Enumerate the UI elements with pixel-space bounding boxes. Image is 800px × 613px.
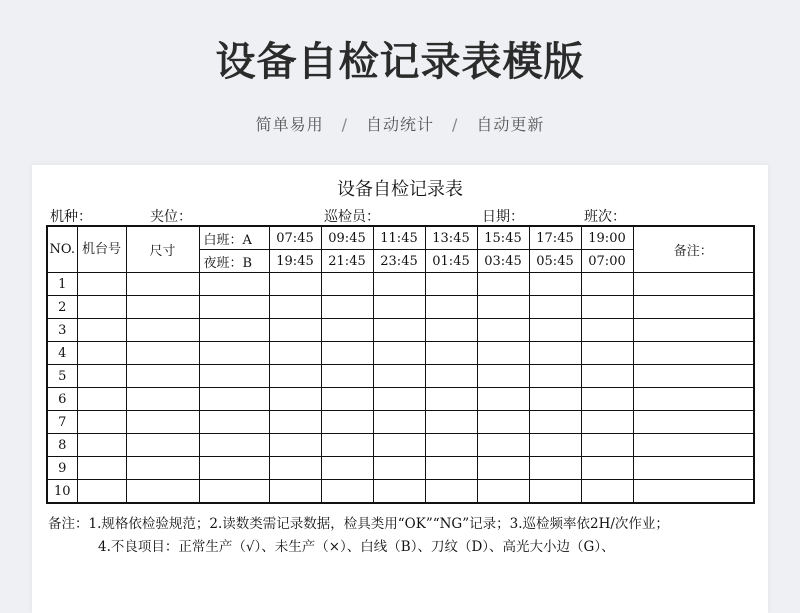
record-cell[interactable] bbox=[425, 365, 477, 388]
record-cell[interactable] bbox=[269, 411, 321, 434]
record-cell[interactable] bbox=[321, 342, 373, 365]
table-row bbox=[47, 319, 754, 342]
day-time: 07:45 bbox=[269, 226, 321, 250]
record-cell[interactable] bbox=[77, 319, 126, 342]
table-row bbox=[47, 457, 754, 480]
record-cell[interactable] bbox=[199, 434, 269, 457]
no-header: NO. bbox=[47, 226, 77, 273]
separator: / bbox=[452, 115, 459, 134]
record-cell[interactable] bbox=[477, 296, 529, 319]
record-cell[interactable] bbox=[477, 319, 529, 342]
record-cell[interactable] bbox=[199, 342, 269, 365]
night-time: 21:45 bbox=[321, 250, 373, 273]
table-row bbox=[47, 388, 754, 411]
notes-line-1: 备注：1.规格依检验规范；2.读数类需记录数据，检具类用“OK”“NG”记录；3.巡检频率依2H/次作业； bbox=[48, 516, 669, 532]
row-number: 1 bbox=[47, 273, 77, 296]
table-row bbox=[47, 411, 754, 434]
record-cell[interactable] bbox=[199, 365, 269, 388]
record-cell[interactable] bbox=[269, 480, 321, 504]
feature-easy: 简单易用 bbox=[255, 115, 324, 134]
record-cell[interactable] bbox=[581, 434, 633, 457]
record-cell[interactable] bbox=[581, 411, 633, 434]
record-cell[interactable] bbox=[425, 411, 477, 434]
day-time: 19:00 bbox=[581, 226, 633, 250]
record-cell[interactable] bbox=[126, 273, 199, 296]
table-row bbox=[47, 342, 754, 365]
field-inspector: 巡检员： bbox=[324, 209, 380, 225]
record-cell[interactable] bbox=[373, 365, 425, 388]
record-cell[interactable] bbox=[477, 365, 529, 388]
document-title: 设备自检记录表 bbox=[337, 179, 463, 200]
day-time: 09:45 bbox=[321, 226, 373, 250]
record-cell[interactable] bbox=[126, 296, 199, 319]
record-cell[interactable] bbox=[581, 480, 633, 504]
night-time: 01:45 bbox=[425, 250, 477, 273]
day-time: 17:45 bbox=[529, 226, 581, 250]
record-cell[interactable] bbox=[126, 411, 199, 434]
record-cell[interactable] bbox=[529, 342, 581, 365]
record-cell[interactable] bbox=[269, 342, 321, 365]
table-row bbox=[47, 273, 754, 296]
record-cell[interactable] bbox=[529, 319, 581, 342]
record-cell[interactable] bbox=[373, 457, 425, 480]
record-cell[interactable] bbox=[269, 388, 321, 411]
record-cell[interactable] bbox=[269, 273, 321, 296]
record-cell[interactable] bbox=[77, 365, 126, 388]
record-cell[interactable] bbox=[321, 480, 373, 504]
record-cell[interactable] bbox=[77, 296, 126, 319]
table-row bbox=[47, 480, 754, 504]
record-cell[interactable] bbox=[373, 319, 425, 342]
record-cell[interactable] bbox=[269, 434, 321, 457]
record-cell[interactable] bbox=[77, 273, 126, 296]
record-cell[interactable] bbox=[199, 457, 269, 480]
record-cell[interactable] bbox=[373, 342, 425, 365]
record-cell[interactable] bbox=[529, 296, 581, 319]
record-cell[interactable] bbox=[321, 319, 373, 342]
record-cell[interactable] bbox=[373, 480, 425, 504]
record-cell[interactable] bbox=[77, 434, 126, 457]
record-cell[interactable] bbox=[321, 296, 373, 319]
row-number: 2 bbox=[47, 296, 77, 319]
field-fixture: 夹位： bbox=[150, 209, 192, 225]
record-cell[interactable] bbox=[477, 480, 529, 504]
record-cell[interactable] bbox=[477, 342, 529, 365]
record-cell[interactable] bbox=[321, 434, 373, 457]
record-cell[interactable] bbox=[633, 342, 754, 365]
record-cell[interactable] bbox=[425, 457, 477, 480]
table-row bbox=[47, 296, 754, 319]
record-cell[interactable] bbox=[477, 434, 529, 457]
field-machine: 机种： bbox=[50, 209, 92, 225]
record-cell[interactable] bbox=[529, 273, 581, 296]
record-cell[interactable] bbox=[529, 457, 581, 480]
record-cell[interactable] bbox=[425, 480, 477, 504]
feature-list bbox=[0, 112, 800, 135]
record-cell[interactable] bbox=[126, 365, 199, 388]
separator: / bbox=[341, 115, 348, 134]
record-cell[interactable] bbox=[425, 296, 477, 319]
record-cell[interactable] bbox=[373, 388, 425, 411]
record-cell[interactable] bbox=[633, 273, 754, 296]
notes bbox=[48, 515, 754, 557]
record-cell[interactable] bbox=[633, 457, 754, 480]
day-time: 11:45 bbox=[373, 226, 425, 250]
record-cell[interactable] bbox=[633, 411, 754, 434]
record-cell[interactable] bbox=[321, 457, 373, 480]
row-number: 6 bbox=[47, 388, 77, 411]
record-cell[interactable] bbox=[126, 342, 199, 365]
header-row-day bbox=[47, 226, 754, 250]
record-cell[interactable] bbox=[373, 434, 425, 457]
record-cell[interactable] bbox=[529, 388, 581, 411]
row-number: 10 bbox=[47, 480, 77, 504]
row-number: 9 bbox=[47, 457, 77, 480]
record-cell[interactable] bbox=[321, 365, 373, 388]
record-cell[interactable] bbox=[633, 319, 754, 342]
inspection-table bbox=[46, 225, 755, 504]
record-cell[interactable] bbox=[633, 296, 754, 319]
record-cell[interactable] bbox=[373, 411, 425, 434]
record-cell[interactable] bbox=[77, 342, 126, 365]
record-cell[interactable] bbox=[321, 388, 373, 411]
record-cell[interactable] bbox=[321, 273, 373, 296]
record-cell[interactable] bbox=[126, 480, 199, 504]
night-time: 23:45 bbox=[373, 250, 425, 273]
record-cell[interactable] bbox=[199, 388, 269, 411]
day-shift-label: 白班：A bbox=[199, 226, 269, 250]
record-cell[interactable] bbox=[529, 480, 581, 504]
record-cell[interactable] bbox=[425, 434, 477, 457]
record-cell[interactable] bbox=[633, 388, 754, 411]
record-cell[interactable] bbox=[77, 480, 126, 504]
day-time: 13:45 bbox=[425, 226, 477, 250]
record-cell[interactable] bbox=[581, 319, 633, 342]
record-cell[interactable] bbox=[581, 342, 633, 365]
record-cell[interactable] bbox=[373, 296, 425, 319]
row-number: 5 bbox=[47, 365, 77, 388]
record-cell[interactable] bbox=[269, 296, 321, 319]
record-cell[interactable] bbox=[581, 296, 633, 319]
record-cell[interactable] bbox=[581, 388, 633, 411]
record-cell[interactable] bbox=[529, 365, 581, 388]
record-cell[interactable] bbox=[269, 457, 321, 480]
page-title: 设备自检记录表模版 bbox=[215, 39, 585, 85]
record-cell[interactable] bbox=[269, 319, 321, 342]
record-cell[interactable] bbox=[477, 388, 529, 411]
record-cell[interactable] bbox=[477, 273, 529, 296]
record-cell[interactable] bbox=[581, 365, 633, 388]
record-cell[interactable] bbox=[529, 411, 581, 434]
record-cell[interactable] bbox=[77, 457, 126, 480]
record-cell[interactable] bbox=[199, 319, 269, 342]
record-cell[interactable] bbox=[581, 273, 633, 296]
row-number: 8 bbox=[47, 434, 77, 457]
record-cell[interactable] bbox=[126, 434, 199, 457]
record-cell[interactable] bbox=[633, 434, 754, 457]
field-date: 日期： bbox=[482, 209, 524, 225]
notes-line-2: 4.不良项目：正常生产（√）、未生产（×）、白线（B）、刀纹（D）、高光大小边（G）、 bbox=[98, 539, 615, 555]
record-cell[interactable] bbox=[321, 411, 373, 434]
night-time: 05:45 bbox=[529, 250, 581, 273]
record-cell[interactable] bbox=[529, 434, 581, 457]
record-cell[interactable] bbox=[77, 411, 126, 434]
row-number: 7 bbox=[47, 411, 77, 434]
record-cell[interactable] bbox=[425, 273, 477, 296]
record-cell[interactable] bbox=[373, 273, 425, 296]
record-cell[interactable] bbox=[199, 296, 269, 319]
record-cell[interactable] bbox=[77, 388, 126, 411]
field-shift: 班次： bbox=[584, 209, 626, 225]
feature-auto-update: 自动更新 bbox=[476, 115, 545, 134]
night-shift-label: 夜班：B bbox=[199, 250, 269, 273]
record-cell[interactable] bbox=[199, 411, 269, 434]
record-cell[interactable] bbox=[477, 457, 529, 480]
night-time: 07:00 bbox=[581, 250, 633, 273]
night-time: 19:45 bbox=[269, 250, 321, 273]
feature-auto-stats: 自动统计 bbox=[365, 115, 434, 134]
table-row bbox=[47, 365, 754, 388]
record-cell[interactable] bbox=[633, 480, 754, 504]
record-cell[interactable] bbox=[199, 273, 269, 296]
table-row bbox=[47, 434, 754, 457]
record-cell[interactable] bbox=[126, 457, 199, 480]
record-cell[interactable] bbox=[425, 319, 477, 342]
machine-no-header: 机台号 bbox=[77, 226, 126, 273]
record-cell[interactable] bbox=[126, 319, 199, 342]
record-cell[interactable] bbox=[425, 388, 477, 411]
night-time: 03:45 bbox=[477, 250, 529, 273]
row-number: 4 bbox=[47, 342, 77, 365]
size-header: 尺寸 bbox=[126, 226, 199, 273]
day-time: 15:45 bbox=[477, 226, 529, 250]
record-cell[interactable] bbox=[269, 365, 321, 388]
row-number: 3 bbox=[47, 319, 77, 342]
record-cell[interactable] bbox=[581, 457, 633, 480]
record-cell[interactable] bbox=[425, 342, 477, 365]
record-cell[interactable] bbox=[126, 388, 199, 411]
document-sheet bbox=[32, 165, 768, 613]
record-cell[interactable] bbox=[477, 411, 529, 434]
remarks-header: 备注： bbox=[633, 226, 754, 273]
record-cell[interactable] bbox=[199, 480, 269, 504]
record-cell[interactable] bbox=[633, 365, 754, 388]
